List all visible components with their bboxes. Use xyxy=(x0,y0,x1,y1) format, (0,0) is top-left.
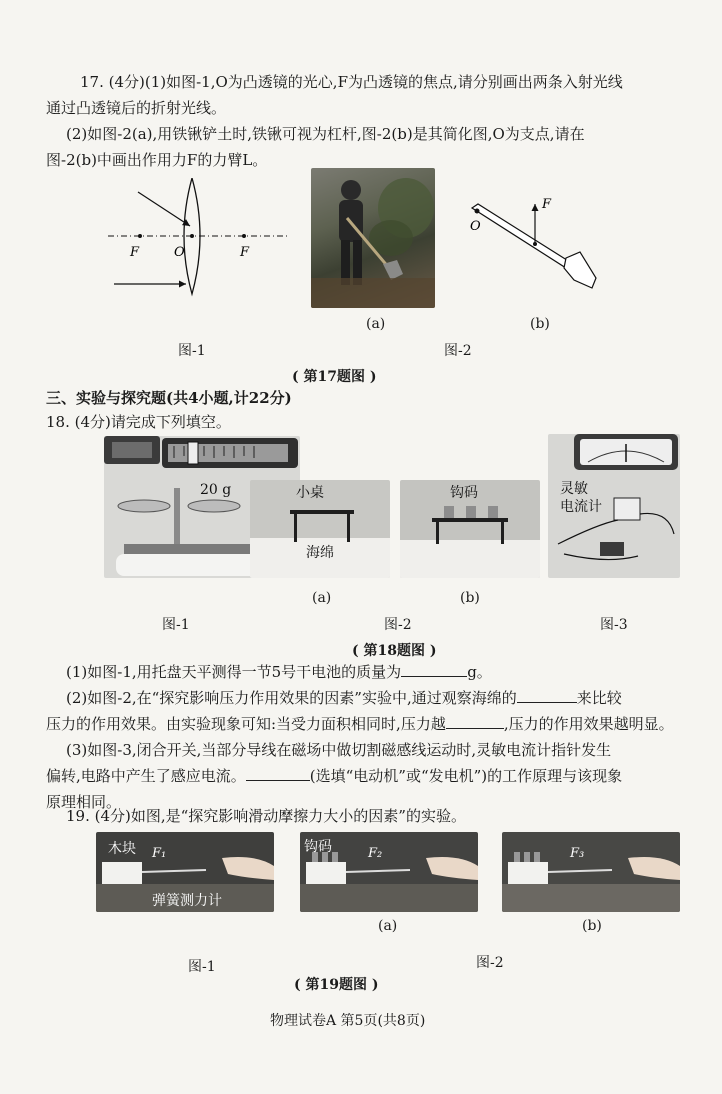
galvanometer-label-line1: 灵敏 xyxy=(560,481,588,497)
q18-caption-fig1: 图-1 xyxy=(162,617,190,633)
q18-part3-line2 xyxy=(46,764,622,788)
q19-intro: 19. (4分)如图,是“探究影响滑动摩擦力大小的因素”的实验。 xyxy=(66,807,466,825)
shovel-lever-diagram xyxy=(462,196,612,296)
q18-part1-b: g。 xyxy=(467,663,492,681)
weights-label: 钩码 xyxy=(450,485,478,501)
q18-part2-d: ,压力的作用效果越明显。 xyxy=(503,715,674,733)
galvanometer-photo xyxy=(548,434,680,578)
q18-intro: 18. (4分)请完成下列填空。 xyxy=(46,413,231,431)
force-point-dot xyxy=(533,242,537,246)
q18-part3-line1: (3)如图-3,闭合开关,当部分导线在磁场中做切割磁感线运动时,灵敏电流计指针发生 xyxy=(66,741,612,759)
galvanometer-label xyxy=(560,480,602,516)
q18-part3-c: (选填“电动机”或“发电机”)的工作原理与该现象 xyxy=(309,767,623,785)
q18-part1-a: (1)如图-1,用托盘天平测得一节5号干电池的质量为 xyxy=(66,663,402,681)
friction-photo-1 xyxy=(96,832,274,912)
focus-left-dot xyxy=(138,234,142,238)
q18-caption-fig3: 图-3 xyxy=(600,617,628,633)
weights-label-q19: 钩码 xyxy=(304,839,332,855)
q18-blank-2[interactable] xyxy=(517,686,577,703)
q17-caption-b: (b) xyxy=(530,316,550,332)
friction-photo-2b-sketch xyxy=(502,832,680,912)
q18-part2-c: 压力的作用效果。由实验现象可知:当受力面积相同时,压力越 xyxy=(46,715,446,733)
optical-center-label: O xyxy=(174,245,185,260)
sponge-label: 海绵 xyxy=(306,545,334,561)
q17-line2: 通过凸透镜后的折射光线。 xyxy=(46,99,227,117)
q18-part1 xyxy=(66,660,492,684)
block-label: 木块 xyxy=(108,841,136,857)
q18-caption-b: (b) xyxy=(460,590,480,606)
q17-figure-title: ( 第17题图 ) xyxy=(292,369,377,385)
q18-part2-b: 来比较 xyxy=(576,689,622,707)
balance-weight-label: 20 g xyxy=(200,482,232,498)
friction-photo-2b xyxy=(502,832,680,912)
focus-left-label: F xyxy=(130,245,140,260)
q18-blank-3[interactable] xyxy=(446,712,504,729)
shovel-handle xyxy=(472,204,570,268)
q18-figure-title: ( 第18题图 ) xyxy=(352,643,437,659)
q17-caption-a: (a) xyxy=(366,316,386,332)
q17-line1: 17. (4分)(1)如图-1,O为凸透镜的光心,F为凸透镜的焦点,请分别画出两条入射光线 xyxy=(80,73,623,91)
q18-part2-line2 xyxy=(46,712,674,736)
optical-center-dot xyxy=(190,234,194,238)
q17-line4: 图-2(b)中画出作用力F的力臂L。 xyxy=(46,151,268,169)
q18-blank-1[interactable] xyxy=(401,660,467,677)
sponge-table-photo xyxy=(250,480,390,578)
fulcrum-dot xyxy=(475,209,480,214)
f3-label: F₃ xyxy=(570,846,585,861)
shovel-blade xyxy=(564,252,596,288)
q19-caption-fig1: 图-1 xyxy=(188,959,216,975)
sponge-weights-photo xyxy=(400,480,540,578)
table-label: 小桌 xyxy=(296,485,324,501)
shovel-photo-sketch xyxy=(311,168,435,308)
q18-caption-a: (a) xyxy=(312,590,332,606)
q19-caption-fig2: 图-2 xyxy=(476,955,504,971)
q19-caption-a: (a) xyxy=(378,918,398,934)
f2-label: F₂ xyxy=(368,846,383,861)
shovel-photo xyxy=(311,168,435,308)
force-label: F xyxy=(542,197,552,212)
page-footer: 物理试卷A 第5页(共8页) xyxy=(270,1013,426,1029)
q17-line3: (2)如图-2(a),用铁锹铲土时,铁锹可视为杠杆,图-2(b)是其简化图,O为支点,请在 xyxy=(66,125,585,143)
focus-right-label: F xyxy=(240,245,250,260)
q19-caption-b: (b) xyxy=(582,918,602,934)
q18-part3-b: 偏转,电路中产生了感应电流。 xyxy=(46,767,246,785)
q19-figure-title: ( 第19题图 ) xyxy=(294,977,379,993)
q17-caption-fig2: 图-2 xyxy=(444,343,472,359)
spring-scale-label: 弹簧测力计 xyxy=(152,893,222,909)
q18-part2-line1 xyxy=(66,686,622,710)
incident-ray-1 xyxy=(138,192,190,226)
q18-caption-fig2: 图-2 xyxy=(384,617,412,633)
q17-caption-fig1: 图-1 xyxy=(178,343,206,359)
friction-photo-2a xyxy=(300,832,478,912)
fulcrum-label: O xyxy=(470,219,481,234)
galvanometer-label-line2: 电流计 xyxy=(560,499,602,515)
q18-part2-a: (2)如图-2,在“探究影响压力作用效果的因素”实验中,通过观察海绵的 xyxy=(66,689,517,707)
q18-blank-4[interactable] xyxy=(246,764,310,781)
section3-heading: 三、实验与探究题(共4小题,计22分) xyxy=(46,389,292,407)
q18-part3-line3: 原理相同。 xyxy=(46,793,122,811)
lens-diagram xyxy=(100,178,300,298)
f1-label: F₁ xyxy=(152,846,167,861)
focus-right-dot xyxy=(242,234,246,238)
